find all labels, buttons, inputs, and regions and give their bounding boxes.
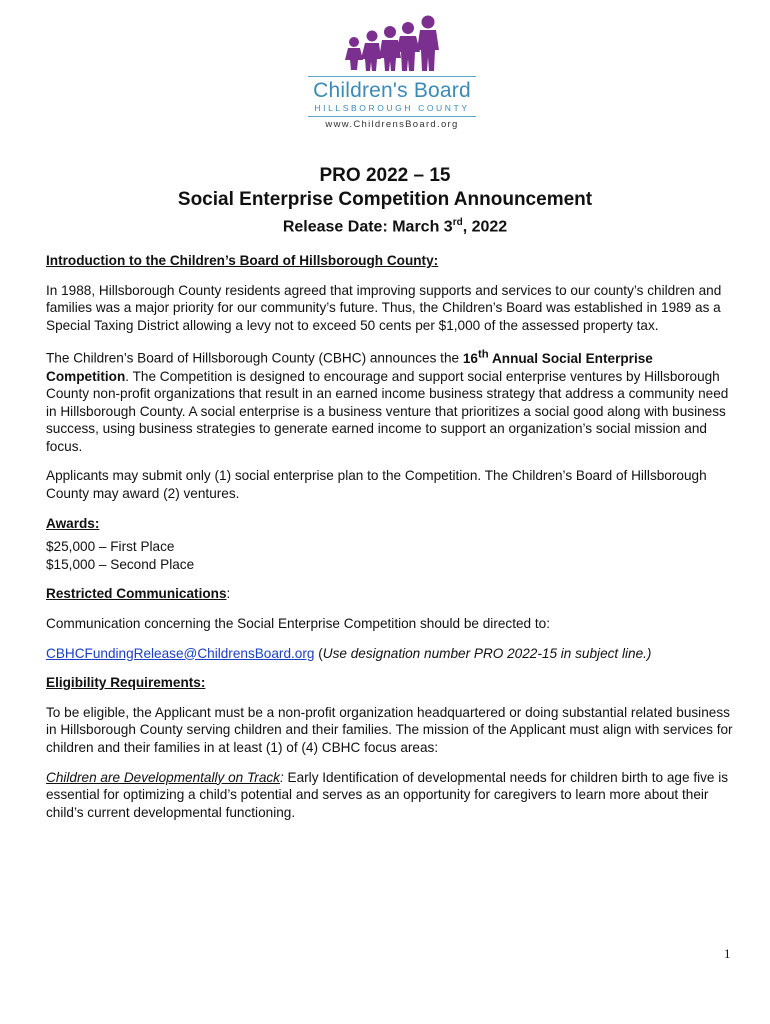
document-number: PRO 2022 – 15 — [319, 165, 451, 186]
email-link[interactable]: CBHCFundingRelease@ChildrensBoard.org — [46, 645, 315, 661]
document-header — [0, 164, 770, 238]
release-date — [0, 212, 770, 238]
document-title: Social Enterprise Competition Announcement — [177, 189, 593, 210]
communications-note-open: ( — [314, 645, 323, 661]
eligibility-heading: Eligibility Requirements: — [46, 675, 206, 691]
focus-area-1 — [46, 769, 736, 822]
children-silhouettes-icon — [342, 14, 442, 74]
release-date-suffix: , 2022 — [462, 218, 508, 236]
intro-p2-sup: th — [477, 348, 489, 361]
logo-divider-bottom — [308, 116, 476, 117]
communications-heading-text: Restricted Communications — [46, 586, 227, 602]
awards-heading: Awards: — [46, 515, 100, 531]
communications-note: Use designation number PRO 2022-15 in subject line.) — [322, 645, 652, 661]
focus-area-colon: : — [279, 769, 284, 785]
award-second-place: $15,000 – Second Place — [46, 556, 195, 572]
communications-heading-colon: : — [226, 586, 231, 602]
intro-paragraph-1: In 1988, Hillsborough County residents agreed that improving supports and services to our county’s children and families was a major priority for our community’s future. Thus, the Children’s Board was established in 1989 as a Special Taxing District allowing a levy not to exceed 50 cents per $1,000 of the assessed property tax. — [46, 282, 722, 333]
intro-p2-rest: . The Competition is designed to encourage and support social enterprise ventures by Hillsborough County non-profit organizations that result in an earned income business strategy that address a community need in Hillsborough County. A social enterprise is a business venture that prioritizes a social good along with business success, using business strategies to generate earned income to support an organization’s social mission and focus. — [46, 368, 729, 454]
intro-paragraph-2 — [46, 346, 736, 455]
eligibility-paragraph: To be eligible, the Applicant must be a non-profit organization headquartered or doing substantial related business in Hillsborough County serving children and their families. The mission of the Applicant must align with services for children and their families in at least (1) of (4) CBHC focus areas: — [46, 704, 733, 755]
logo-county: HILLSBOROUGH COUNTY — [314, 103, 470, 113]
logo-divider-top — [308, 76, 476, 77]
childrens-board-logo — [308, 14, 476, 142]
intro-p2-bold: Annual Social Enterprise Competition — [46, 350, 653, 384]
release-date-sup: rd — [452, 217, 463, 228]
communications-contact — [46, 645, 736, 663]
communications-text: Communication concerning the Social Enterprise Competition should be directed to: — [46, 616, 550, 632]
logo-url: www.ChildrensBoard.org — [325, 119, 459, 130]
logo-name: Children's Board — [313, 79, 471, 102]
document-body — [46, 252, 736, 821]
focus-area-title: Children are Developmentally on Track — [46, 769, 280, 785]
page-number: 1 — [724, 946, 731, 961]
intro-heading: Introduction to the Children’s Board of Hillsborough County: — [46, 253, 439, 268]
intro-paragraph-3: Applicants may submit only (1) social enterprise plan to the Competition. The Children’s Board of Hillsborough County may award (2) ventures. — [46, 468, 707, 502]
release-date-prefix: Release Date: March 3 — [282, 218, 453, 236]
focus-area-text: Early Identification of developmental needs for children birth to age five is essential for optimizing a child’s potential and serves as an opportunity for caregivers to learn more about their child’s current developmental functioning. — [46, 769, 729, 820]
award-first-place: $25,000 – First Place — [46, 539, 175, 555]
communications-heading — [46, 585, 736, 603]
intro-p2-lead: The Children’s Board of Hillsborough County (CBHC) announces the — [46, 350, 463, 366]
intro-p2-number: 16 — [462, 350, 478, 366]
